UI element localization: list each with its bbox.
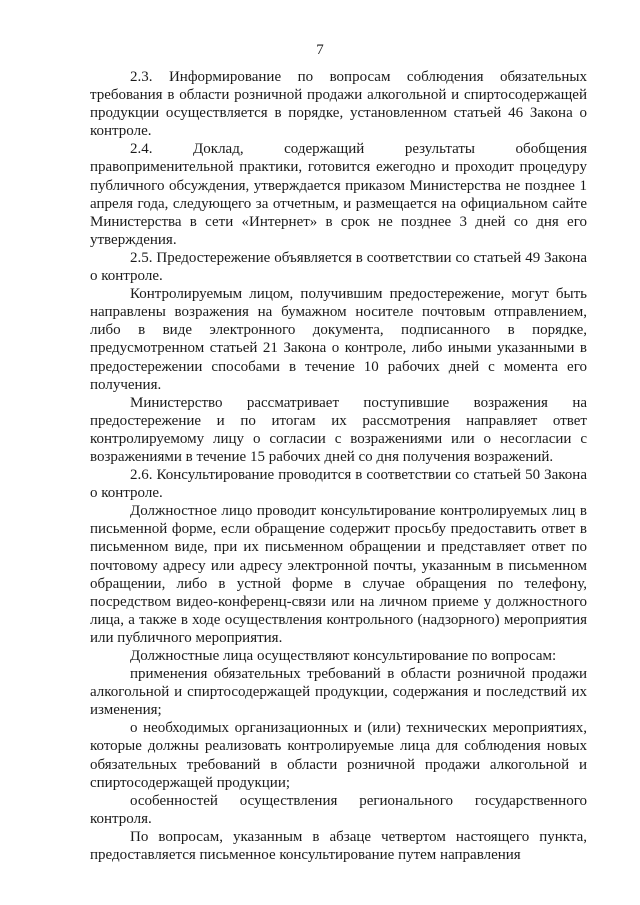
list-item-requirements: применения обязательных требований в области розничной продажи алкогольной и спиртосодержащей продукции, содержания и последствий их изменения; xyxy=(90,666,587,719)
paragraph-objections: Контролируемым лицом, получившим предостережение, могут быть направлены возражения на бумажном носителе почтовым отправлением, либо в виде электронного документа, подписанного в порядке, предусмотренном статьей 21 Закона о контроле, либо иными указанными в предостережении способами в течение 10 рабочих дней с момента его получения. xyxy=(90,286,587,393)
page-number: 7 xyxy=(316,42,324,58)
document-body xyxy=(90,68,587,864)
paragraph-2-5-warning: 2.5. Предостережение объявляется в соответствии со статьей 49 Закона о контроле. xyxy=(90,249,587,285)
paragraph-written-consulting: По вопросам, указанным в абзаце четвертом настоящего пункта, предоставляется письменное консультирование путем направления xyxy=(90,828,587,864)
paragraph-2-4-report: 2.4. Доклад, содержащий результаты обобщения правоприменительной практики, готовится ежегодно и проходит процедуру публичного обсуждения, утверждается приказом Министерства не позднее 1 апреля года, следующего за отчетным, и размещается на официальном сайте Министерства в сети «Интернет» в срок не позднее 3 дней со дня его утверждения. xyxy=(90,141,587,248)
paragraph-consulting-forms: Должностное лицо проводит консультирование контролируемых лиц в письменной форме, если обращение содержит просьбу предоставить ответ в письменном виде, при их письменном обращении и представляет ответ по почтовому адресу или адресу электронной почты, указанным в письменном обращении, либо в устной форме в случае обращения по телефону, посредством видео-конференц-связи или на личном приеме у должностного лица, а также в ходе осуществления контрольного (надзорного) мероприятия или публичного мероприятия. xyxy=(90,503,587,646)
list-item-measures: о необходимых организационных и (или) технических мероприятиях, которые должны реализовать контролируемые лица для соблюдения новых обязательных требований в области розничной продажи алкогольной и спиртосодержащей продукции; xyxy=(90,720,587,791)
list-item-control-features: особенностей осуществления регионального государственного контроля. xyxy=(90,792,587,827)
paragraph-2-3-informing: 2.3. Информирование по вопросам соблюдения обязательных требования в области розничной продажи алкогольной и спиртосодержащей продукции осуществляется в порядке, установленном статьей 46 Закона о контроле. xyxy=(90,69,587,140)
paragraph-ministry-review: Министерство рассматривает поступившие возражения на предостережение и по итогам их рассмотрения направляет ответ контролируемому лицу о согласии с возражениями или о несогласии с возражениями в течение 15 рабочих дней со дня получения возражений. xyxy=(90,394,587,465)
paragraph-2-6-consulting: 2.6. Консультирование проводится в соответствии со статьей 50 Закона о контроле. xyxy=(90,467,587,502)
paragraph-consulting-topics: Должностные лица осуществляют консультирование по вопросам: xyxy=(130,648,557,664)
